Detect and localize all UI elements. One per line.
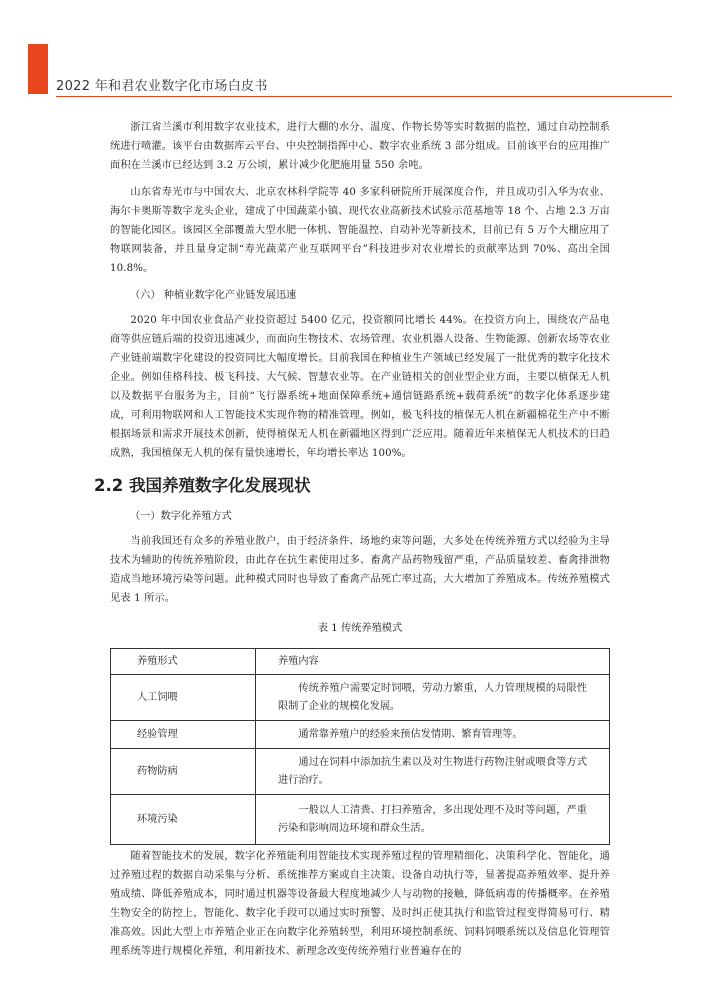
table-cell-content: 通过在饲料中添加抗生素以及对生物进行药物注射或喂食等方式进行治疗。 [256,749,610,795]
subheading-digital-breeding: （一）数字化养殖方式 [130,511,232,522]
table-row [111,749,610,795]
section-heading-breeding: 2.2 我国养殖数字化发展现状 [94,476,311,495]
table-cell-form: 环境污染 [111,795,256,845]
paragraph-smart-breeding: 随着智能技术的发展，数字化养殖能利用智能技术实现养殖过程的管理精细化、决策科学化、智能化，通过养殖过程的数据自动采集与分析、系统推荐方案或自主决策、设备自动执行等，显著提高养殖效率、提升养殖成绩、降低养殖成本，同时通过机器等设备最大程度地减少人与动物的接触，降低病毒的传播概率。在养殖生物安全的防控上，智能化、数字化手段可以通过实时预警、及时纠正使其执行和监管过程变得简易可行、精准高效。因此大型上市养殖企业正在向数字化养殖转型，利用环境控制系统、饲料饲喂系统以及信息化管理管理系统等进行规模化养殖，利用新技术、新理念改变传统养殖行业普遍存在的 [110,851,610,957]
page-header-title: 2022 年和君农业数字化市场白皮书 [56,79,268,94]
breeding-mode-table [110,648,610,845]
paragraph-shouguang: 山东省寿光市与中国农大、北京农林科学院等 40 多家科研院所开展深度合作，并且成功引入华为农业、海尔卡奥斯等数字龙头企业，建成了中国蔬菜小镇、现代农业高新技术试验示范基地等 18 个、占地 2.3 万亩的智能化园区。该园区全部覆盖大型水肥一体机、智能温控、自动补光等新技术，目前已有 5 万个大棚应用了物联网装备，并且量身定制“寿光蔬菜产业互联网平台”科技进步对农业增长的贡献率达到 70%、高出全国 10.8%。 [110,187,610,274]
table-cell-content: 通常靠养殖户的经验来预估发情期、繁育管理等。 [256,721,610,749]
table-cell-content: 传统养殖户需要定时饲喂，劳动力繁重，人力管理规模的局限性限制了企业的规模化发展。 [256,675,610,721]
table-header-content: 养殖内容 [256,649,610,675]
table-cell-form: 经验管理 [111,721,256,749]
document-body [94,118,610,961]
table-row [111,795,610,845]
table-header-row [111,649,610,675]
table-row [111,675,610,721]
header-divider [56,96,672,97]
table-caption: 表 1 传统养殖模式 [317,623,403,634]
table-row [111,721,610,749]
table-cell-content: 一般以人工清粪、打扫养殖舍，多出现处理不及时等问题，严重污染和影响周边环境和群众生活。 [256,795,610,845]
paragraph-lanxi: 浙江省兰溪市利用数字农业技术，进行大棚的水分、温度、作物长势等实时数据的监控，通过自动控制系统进行喷灌。该平台由数据库云平台、中央控制指挥中心、数字农业系统 3 部分组成。目前该平台的应用推广面积在兰溪市已经达到 3.2 万公顷，累计减少化肥施用量 550 余吨。 [110,122,610,171]
table-cell-form: 药物防病 [111,749,256,795]
table-header-form: 养殖形式 [111,649,256,675]
header-accent-bar [28,44,48,94]
paragraph-traditional-breeding: 当前我国还有众多的养殖业散户，由于经济条件、场地约束等问题，大多处在传统养殖方式以经验为主导技术为辅助的传统养殖阶段，由此存在抗生素使用过多、畜禽产品药物残留严重，产品质量较差、畜禽排泄物造成当地环境污染等问题。此种模式同时也导致了畜禽产品死亡率过高，大大增加了养殖成本。传统养殖模式见表 1 所示。 [110,536,610,604]
paragraph-investment: 2020 年中国农业食品产业投资超过 5400 亿元，投资额同比增长 44%。在投资方向上，围绕农产品电商等供应链后端的投资迅速减少，而面向生物技术、农场管理、农业机器人设备、生物能源、创新农场等农业产业链前端数字化建设的投资同比大幅度增长。目前我国在种植业生产领域已经发展了一批优秀的数字化技术企业。例如佳格科技、极飞科技、大气候、智慧农业等。在产业链相关的创业型企业方面，主要以植保无人机以及数据平台服务为主，目前“飞行器系统+地面保障系统+通信链路系统+载荷系统”的数字化体系逐步建成，可利用物联网和人工智能技术实现作物的精准管理。例如，极飞科技的植保无人机在新疆棉花生产中不断根据场景和需求开展技术创新，使得植保无人机在新疆地区得到广泛应用。随着近年来植保无人机技术的日趋成熟，我国植保无人机的保有量快速增长，年均增长率达 100%。 [110,315,610,459]
table-cell-form: 人工饲喂 [111,675,256,721]
subheading-planting-chain: （六） 种植业数字化产业链发展迅速 [130,290,297,301]
